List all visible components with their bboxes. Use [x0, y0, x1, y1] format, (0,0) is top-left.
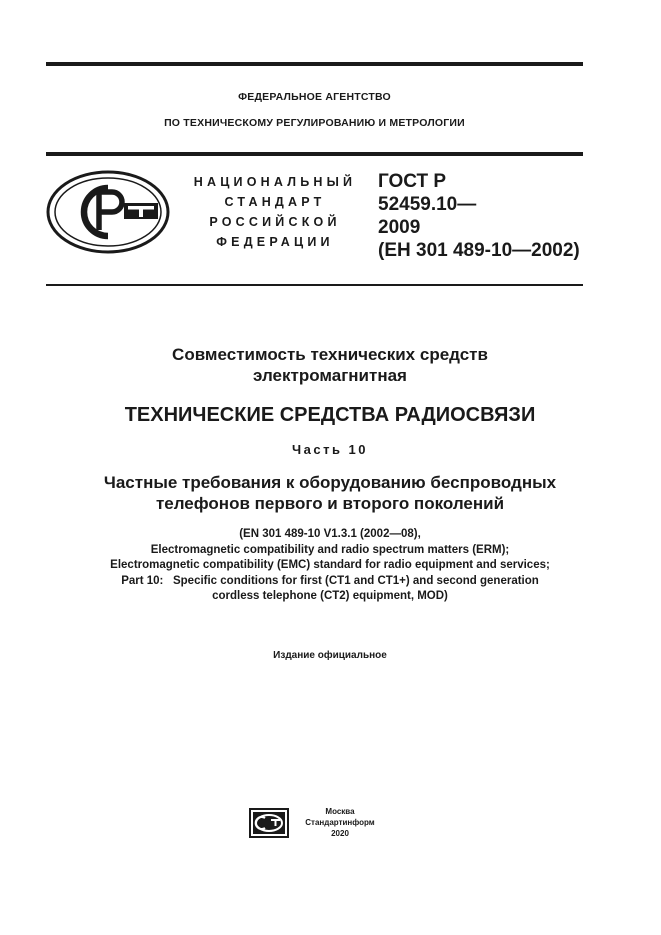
header-rule [46, 152, 583, 156]
publisher-city: Москва [325, 807, 355, 816]
national-standard-block [185, 172, 365, 252]
title-sub-line: Частные требования к оборудованию беспроводных [103, 473, 557, 492]
agency-line-2: ПО ТЕХНИЧЕСКОМУ РЕГУЛИРОВАНИЮ И МЕТРОЛОГИИ [164, 117, 465, 129]
national-standard-line: СТАНДАРТ [224, 195, 326, 209]
agency-line-1: ФЕДЕРАЛЬНОЕ АГЕНТСТВО [238, 91, 391, 103]
designation-line: (ЕН 301 489-10—2002) [378, 240, 580, 261]
national-standard-line: ФЕДЕРАЦИИ [216, 235, 334, 249]
english-line: Part 10: Specific conditions for first (CT1 and CT1+) and second generation [121, 574, 539, 587]
title-sub [30, 472, 630, 514]
designation-line: 52459.10— [378, 194, 477, 215]
edition-label: Издание официальное [273, 650, 387, 661]
publisher-year: 2020 [331, 829, 349, 838]
designation-rule [46, 284, 583, 286]
designation-line: ГОСТ Р [378, 171, 447, 192]
english-line: (EN 301 489-10 V1.3.1 (2002—08), [239, 528, 421, 540]
part-number: Часть 10 [291, 442, 369, 457]
publisher-block [300, 806, 380, 839]
english-line: Electromagnetic compatibility and radio spectrum matters (ERM); [150, 543, 510, 556]
designation-line: 2009 [378, 217, 421, 238]
english-title-block [30, 527, 630, 605]
top-rule [46, 62, 583, 66]
national-standard-line: НАЦИОНАЛЬНЫЙ [193, 175, 357, 189]
english-line: Electromagnetic compatibility (EMC) standard for radio equipment and services; [110, 559, 550, 571]
standartinform-logo-icon [249, 808, 289, 838]
title-sub-line: телефонов первого и второго поколений [155, 494, 505, 513]
title-line: электромагнитная [253, 366, 407, 385]
gost-r-emblem-icon [46, 170, 171, 255]
standard-designation [378, 170, 588, 262]
title-line: Совместимость технических средств [172, 345, 488, 364]
title-main: ТЕХНИЧЕСКИЕ СРЕДСТВА РАДИОСВЯЗИ [124, 404, 536, 426]
national-standard-line: РОССИЙСКОЙ [209, 215, 341, 229]
publisher-name: Стандартинформ [305, 818, 375, 827]
english-line: cordless telephone (CT2) equipment, MOD) [212, 590, 448, 602]
title-general [30, 344, 630, 386]
